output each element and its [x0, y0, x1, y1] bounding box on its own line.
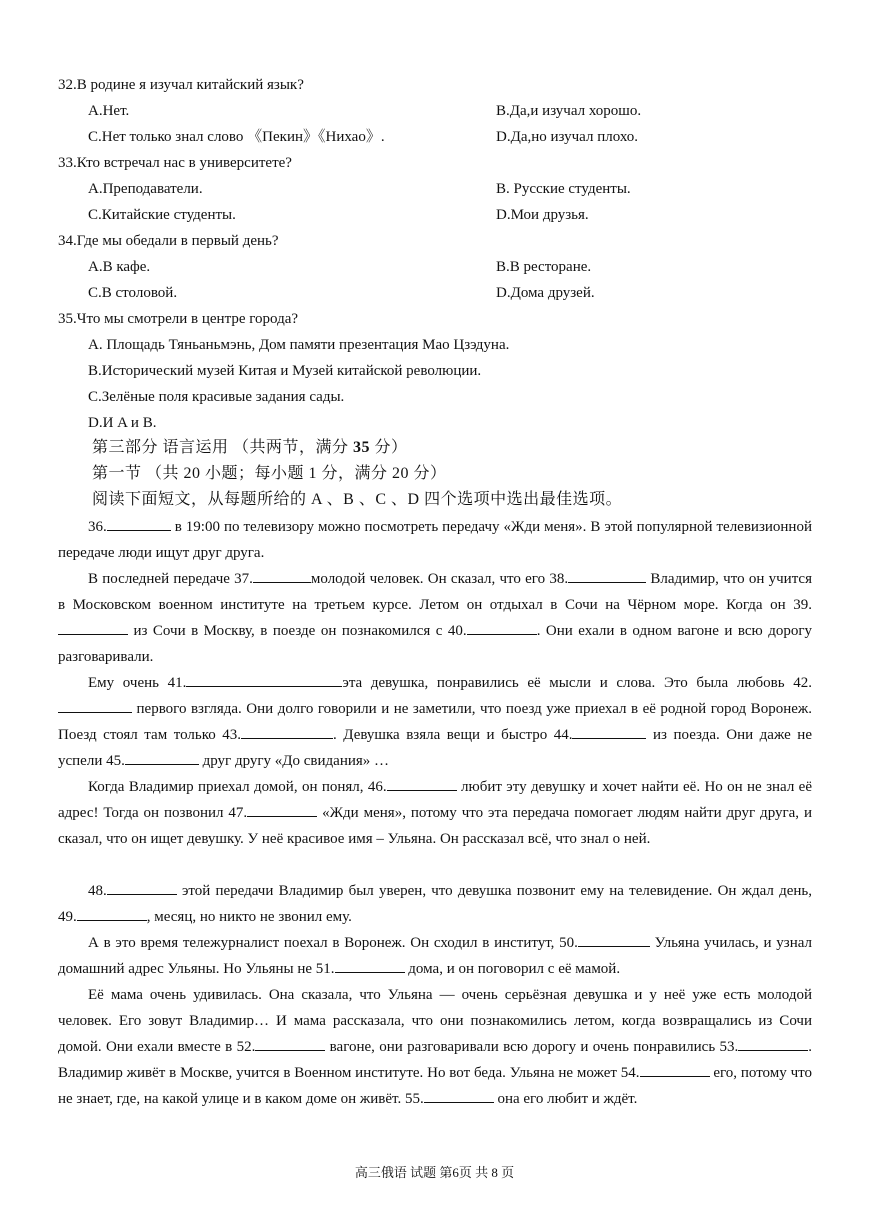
section-part3-title: 第三部分 语言运用 （共两节，满分 35 分）: [92, 439, 408, 456]
passage-paragraph-2: В последней передаче 37. молодой человек. Он сказал, что его 38. Владимир, что он учится в Московском военном институте на третьем курсе. Летом он отдыхал в Сочи на Чёрном море. Когда он 39. из Сочи в Москву, в поезде он познакомился с 40. . Они ехали в одном вагоне и всю дорогу разговаривали.: [58, 566, 812, 670]
passage-paragraph-4: Когда Владимир приехал домой, он понял, 46. любит эту девушку и хочет найти её. Но он не знал её адрес! Тогда он позвонил 47. «Жди меня», потому что эта передача помогает людям найти друг друга, и сказал, что он ищет девушку. У неё красивое имя – Ульяна. Он рассказал всё, что знал о ней.: [58, 774, 812, 852]
blank-46[interactable]: [387, 776, 457, 791]
question-34: 34.Где мы обедали в первый день?: [58, 233, 279, 249]
blank-38[interactable]: [568, 568, 646, 583]
q34-option-c[interactable]: C.В столовой.: [88, 285, 178, 301]
q33-option-d[interactable]: D.Мои друзья.: [496, 207, 589, 223]
question-33: 33.Кто встречал нас в университете?: [58, 155, 292, 171]
blank-42[interactable]: [58, 698, 132, 713]
blank-53[interactable]: [738, 1036, 808, 1051]
blank-45[interactable]: [125, 750, 199, 765]
question-35: 35.Что мы смотрели в центре города?: [58, 311, 299, 327]
q34-option-b[interactable]: B.В ресторане.: [496, 259, 592, 275]
q32-option-a[interactable]: A.Нет.: [88, 103, 130, 119]
blank-43[interactable]: [241, 724, 333, 739]
blank-51[interactable]: [335, 958, 405, 973]
blank-54[interactable]: [640, 1062, 710, 1077]
q35-option-c[interactable]: C.Зелёные поля красивые задания сады.: [88, 389, 345, 405]
q33-option-b[interactable]: B. Русские студенты.: [496, 181, 631, 197]
section-instruction: 阅读下面短文，从每题所给的 A 、B 、C 、D 四个选项中选出最佳选项。: [92, 491, 623, 508]
page-footer: 高三俄语 试题 第6页 共 8 页: [354, 1165, 515, 1180]
blank-40[interactable]: [467, 620, 537, 635]
blank-50[interactable]: [578, 932, 650, 947]
blank-48[interactable]: [107, 880, 177, 895]
blank-37[interactable]: [253, 568, 311, 583]
passage-paragraph-5: 48. этой передачи Владимир был уверен, что девушка позвонит ему на телевидение. Он ждал день, 49. , месяц, но никто не звонил ему.: [58, 878, 812, 930]
q34-option-a[interactable]: A.В кафе.: [88, 259, 151, 275]
q35-option-b[interactable]: B.Исторический музей Китая и Музей китайской революции.: [88, 363, 482, 379]
blank-47[interactable]: [247, 802, 317, 817]
q32-option-c[interactable]: C.Нет только знал слово 《Пекин》《Нихао》.: [88, 129, 385, 145]
blank-49[interactable]: [77, 906, 147, 921]
q35-option-a[interactable]: A. Площадь Тяньаньмэнь, Дом памяти презентация Мао Цзэдуна.: [88, 337, 510, 353]
section-sub1-title: 第一节 （共 20 小题；每小题 1 分，满分 20 分）: [92, 465, 447, 482]
passage-paragraph-3: Ему очень 41. эта девушка, понравились её мысли и слова. Это была любовь 42. первого взгляда. Они долго говорили и не заметили, что поезд уже приехал в её родной город Воронеж. Поезд стоял там только 43. . Девушка взяла вещи и быстро 44. из поезда. Они даже не успели 45. друг другу «До свидания» …: [58, 670, 812, 774]
q33-option-c[interactable]: C.Китайские студенты.: [88, 207, 236, 223]
blank-52[interactable]: [255, 1036, 325, 1051]
blank-44[interactable]: [572, 724, 646, 739]
passage-paragraph-7: Её мама очень удивилась. Она сказала, что Ульяна — очень серьёзная девушка и у неё уже есть молодой человек. Его зовут Владимир… И мама рассказала, что они познакомились летом, когда возвращались из Сочи домой. Они ехали вместе в 52. вагоне, они разговаривали всю дорогу и очень понравились 53. . Владимир живёт в Москве, учится в Военном институте. Но вот беда. Ульяна не может 54. его, потому что не знает, где, на какой улице и в каком доме он живёт. 55. она его любит и ждёт.: [58, 987, 813, 1107]
blank-41[interactable]: [186, 672, 342, 687]
q32-option-d[interactable]: D.Да,но изучал плохо.: [496, 129, 639, 145]
blank-55[interactable]: [424, 1088, 494, 1103]
blank-39[interactable]: [58, 620, 128, 635]
q34-option-d[interactable]: D.Дома друзей.: [496, 285, 595, 301]
q32-option-b[interactable]: B.Да,и изучал хорошо.: [496, 103, 642, 119]
q33-option-a[interactable]: A.Преподаватели.: [88, 181, 203, 197]
passage-paragraph-1: 36. в 19:00 по телевизору можно посмотреть передачу «Жди меня». В этой популярной телевизионной передаче люди ищут друг друга.: [58, 514, 812, 566]
q35-option-d[interactable]: D.И A и B.: [88, 415, 157, 431]
passage-paragraph-6: А в это время тележурналист поехал в Воронеж. Он сходил в институт, 50. Ульяна училась, и узнал домашний адрес Ульяны. Но Ульяны не 51. дома, и он поговорил с её мамой.: [58, 930, 812, 982]
question-32: 32.В родине я изучал китайский язык?: [58, 77, 304, 93]
blank-36[interactable]: [107, 516, 171, 531]
